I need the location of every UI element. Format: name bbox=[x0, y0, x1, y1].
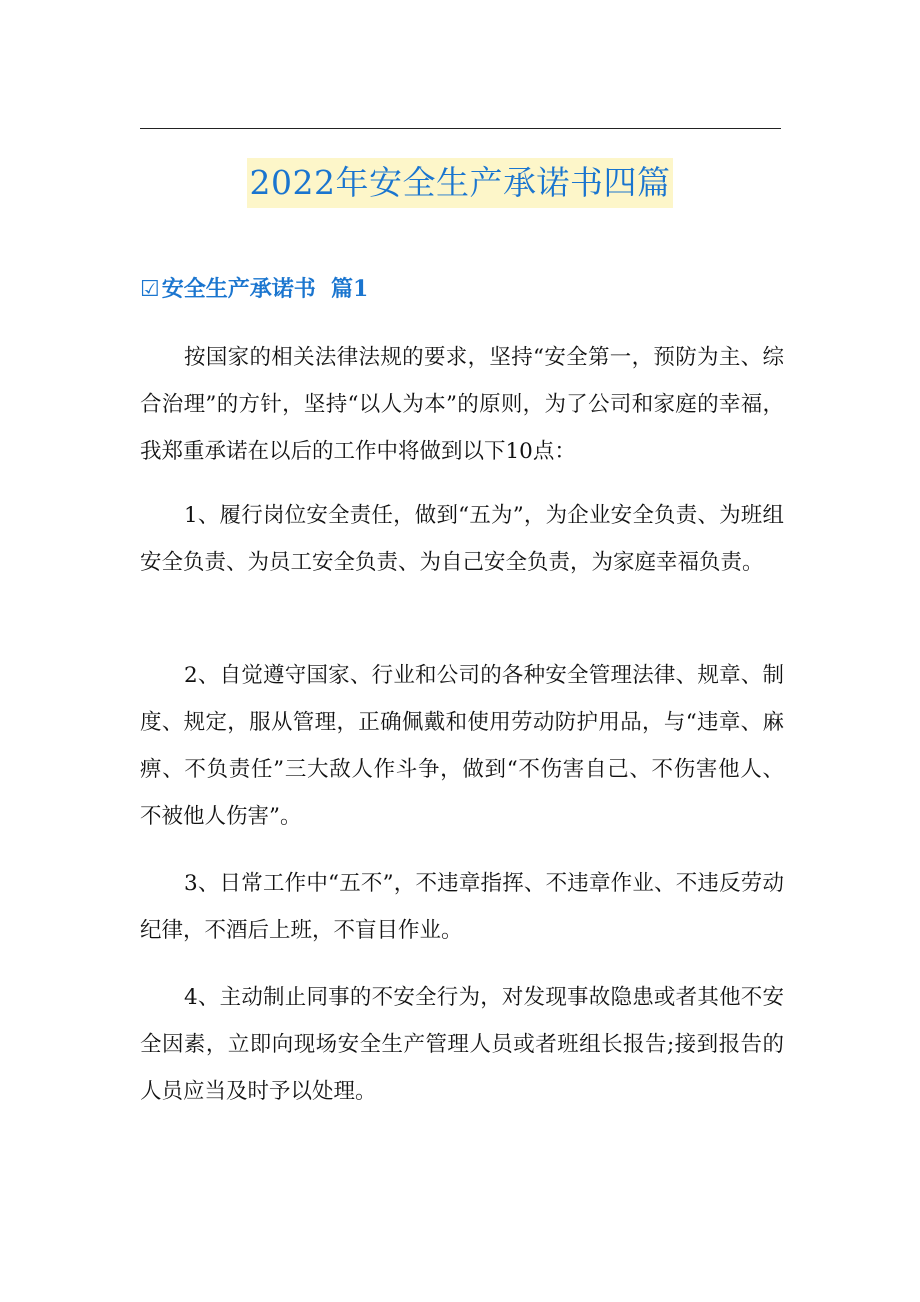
paragraph-item-4: 4、主动制止同事的不安全行为，对发现事故隐患或者其他不安全因素，立即向现场安全生产管理人员或者班组长报告;接到报告的人员应当及时予以处理。 bbox=[140, 985, 784, 1104]
document-title: 2022年安全生产承诺书四篇 bbox=[247, 158, 674, 208]
checkbox-icon: ☑ bbox=[140, 277, 160, 302]
section-heading bbox=[140, 272, 368, 307]
section-heading-text: 安全生产承诺书 篇1 bbox=[161, 276, 369, 302]
paragraph-item-2: 2、自觉遵守国家、行业和公司的各种安全管理法律、规章、制度、规定，服从管理，正确佩戴和使用劳动防护用品，与“违章、麻痹、不负责任”三大敌人作斗争，做到“不伤害自己、不伤害他人、不被他人伤害”。 bbox=[140, 663, 784, 829]
paragraph-item-1: 1、履行岗位安全责任，做到“五为”，为企业安全负责、为班组安全负责、为员工安全负责、为自己安全负责，为家庭幸福负责。 bbox=[140, 503, 784, 575]
paragraph-intro: 按国家的相关法律法规的要求，坚持“安全第一，预防为主、综合治理”的方针，坚持“以人为本”的原则，为了公司和家庭的幸福，我郑重承诺在以后的工作中将做到以下10点： bbox=[140, 345, 784, 464]
title-container bbox=[0, 158, 920, 208]
paragraph-item-3: 3、日常工作中“五不”，不违章指挥、不违章作业、不违反劳动纪律，不酒后上班，不盲目作业。 bbox=[140, 871, 784, 943]
header-rule bbox=[140, 128, 781, 129]
